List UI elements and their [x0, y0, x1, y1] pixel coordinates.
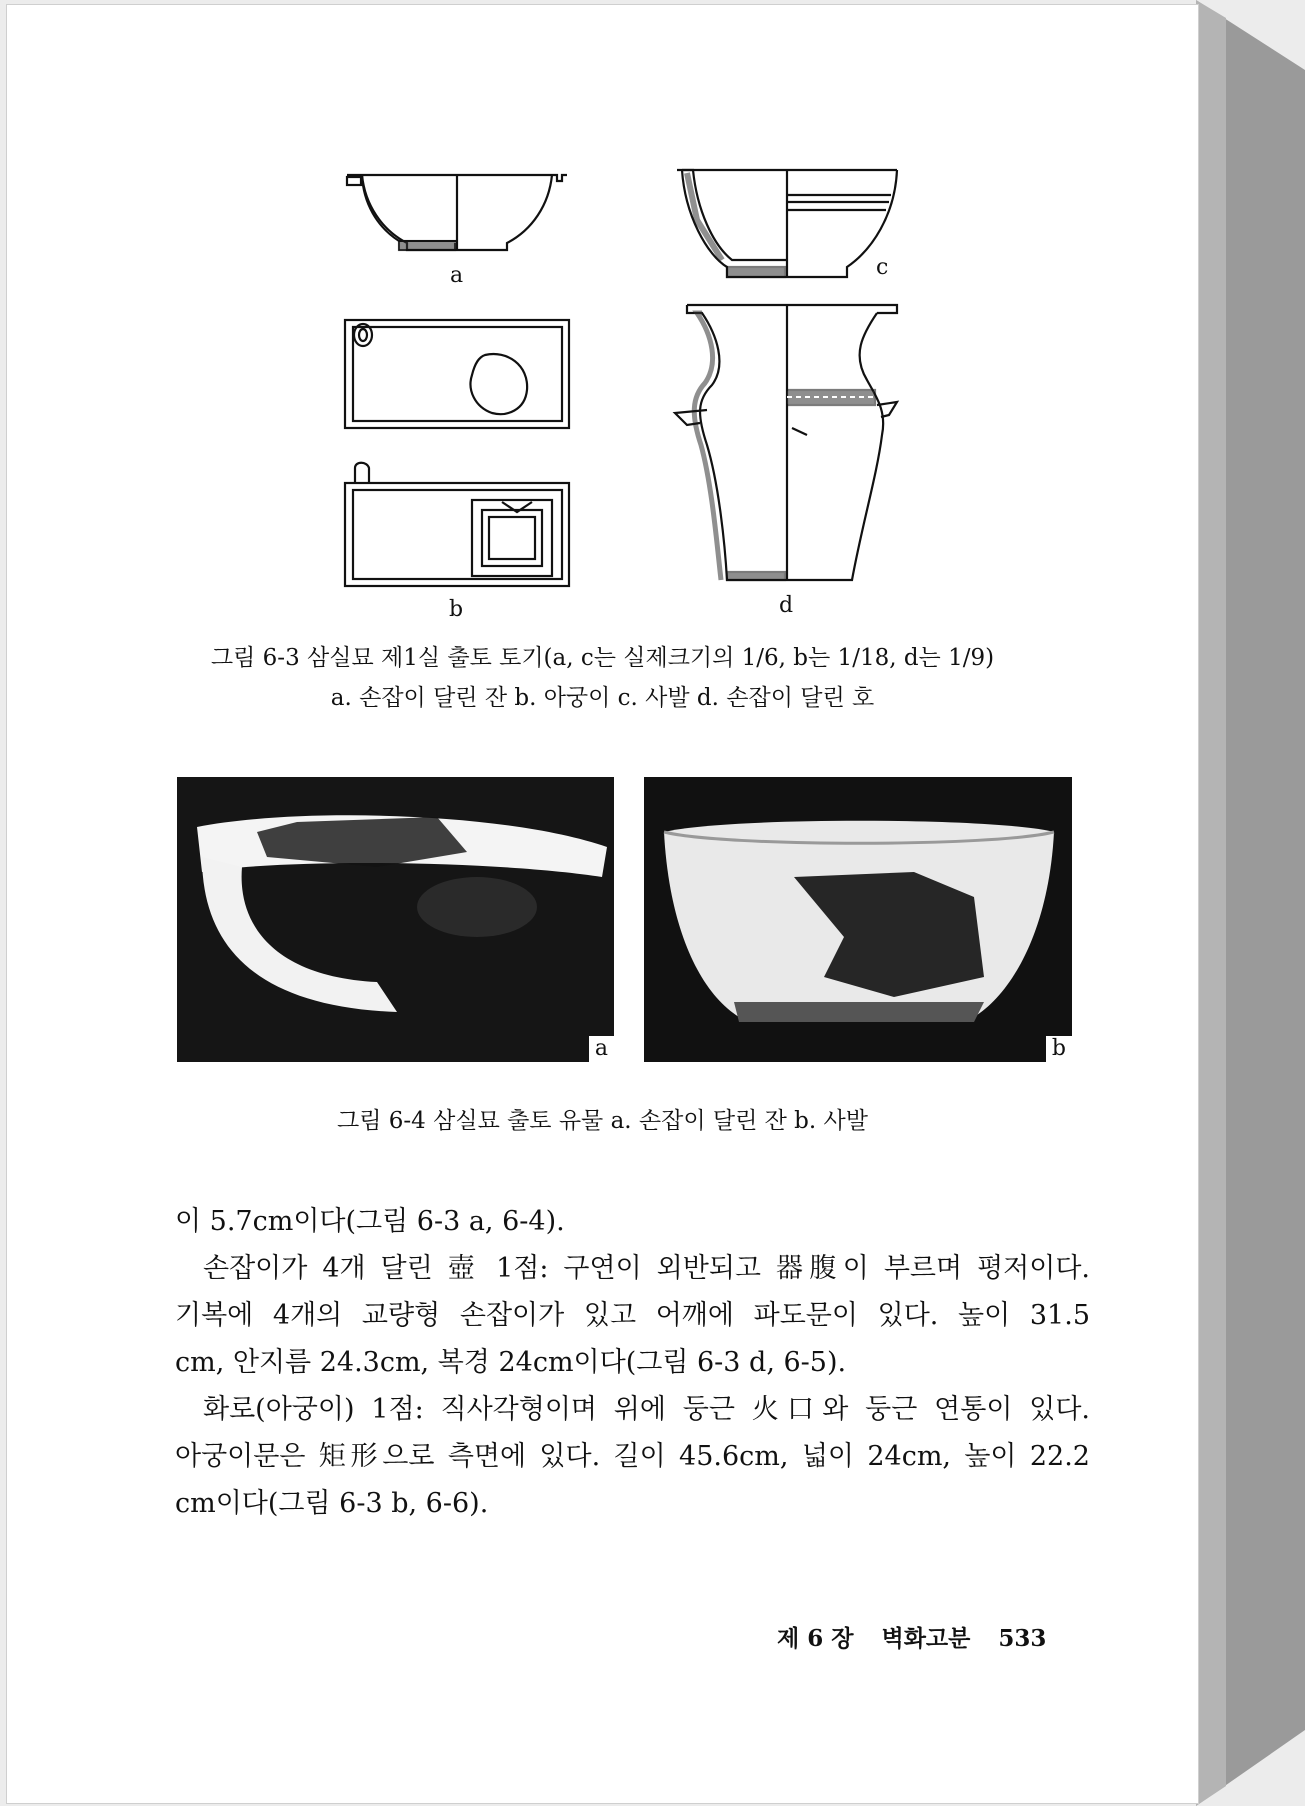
paragraph-2-line-3: cm, 안지름 24.3cm, 복경 24cm이다(그림 6-3 d, 6-5).	[175, 1347, 847, 1378]
chapter-label: 제 6 장	[777, 1625, 854, 1652]
section-title: 벽화고분	[881, 1625, 971, 1652]
photo-a-cup	[177, 777, 614, 1062]
figure-6-3-drawings	[7, 5, 1198, 645]
paragraph-3-line-1: 화로(아궁이) 1점: 직사각형이며 위에 둥근 火口와 둥근 연통이 있다.	[203, 1394, 1090, 1425]
figure-label-b: b	[449, 597, 464, 622]
figure-label-a: a	[450, 263, 464, 288]
paragraph-3-line-2: 아궁이문은 矩形으로 측면에 있다. 길이 45.6cm, 넓이 24cm, 높이 22.2	[175, 1441, 1090, 1472]
bowl-c-drawing	[677, 170, 897, 277]
figure-6-3-caption: 그림 6-3 삼실묘 제1실 출토 토기(a, c는 실제크기의 1/6, b는 1/18, d는 1/9)	[210, 645, 995, 671]
stove-b-side-drawing	[345, 463, 569, 586]
figure-6-4-caption: 그림 6-4 삼실묘 출토 유물 a. 손잡이 달린 잔 b. 사발	[337, 1108, 868, 1134]
stove-b-plan-drawing	[345, 320, 569, 428]
cup-a-drawing	[347, 175, 567, 250]
photo-a-label: a	[589, 1036, 614, 1062]
page-footer	[777, 1620, 1066, 1653]
paragraph-2-line-1: 손잡이가 4개 달린 壺 1점: 구연이 외반되고 器腹이 부르며 평저이다.	[203, 1253, 1090, 1284]
figure-label-d: d	[779, 593, 794, 618]
figure-6-3-caption-items: a. 손잡이 달린 잔 b. 아궁이 c. 사발 d. 손잡이 달린 호	[330, 685, 875, 711]
book-side-edge	[1196, 0, 1305, 1806]
photo-b-label: b	[1046, 1036, 1072, 1062]
body-text	[175, 1198, 1090, 1527]
paragraph-1: 이 5.7cm이다(그림 6-3 a, 6-4).	[175, 1206, 565, 1237]
paragraph-2-line-2: 기복에 4개의 교량형 손잡이가 있고 어깨에 파도문이 있다. 높이 31.5	[175, 1300, 1090, 1331]
figure-label-c: c	[876, 255, 889, 280]
book-page	[6, 4, 1199, 1804]
photo-b-bowl	[644, 777, 1072, 1062]
jar-d-drawing	[675, 305, 897, 580]
page-number: 533	[998, 1625, 1047, 1652]
paragraph-3-line-3: cm이다(그림 6-3 b, 6-6).	[175, 1488, 489, 1519]
